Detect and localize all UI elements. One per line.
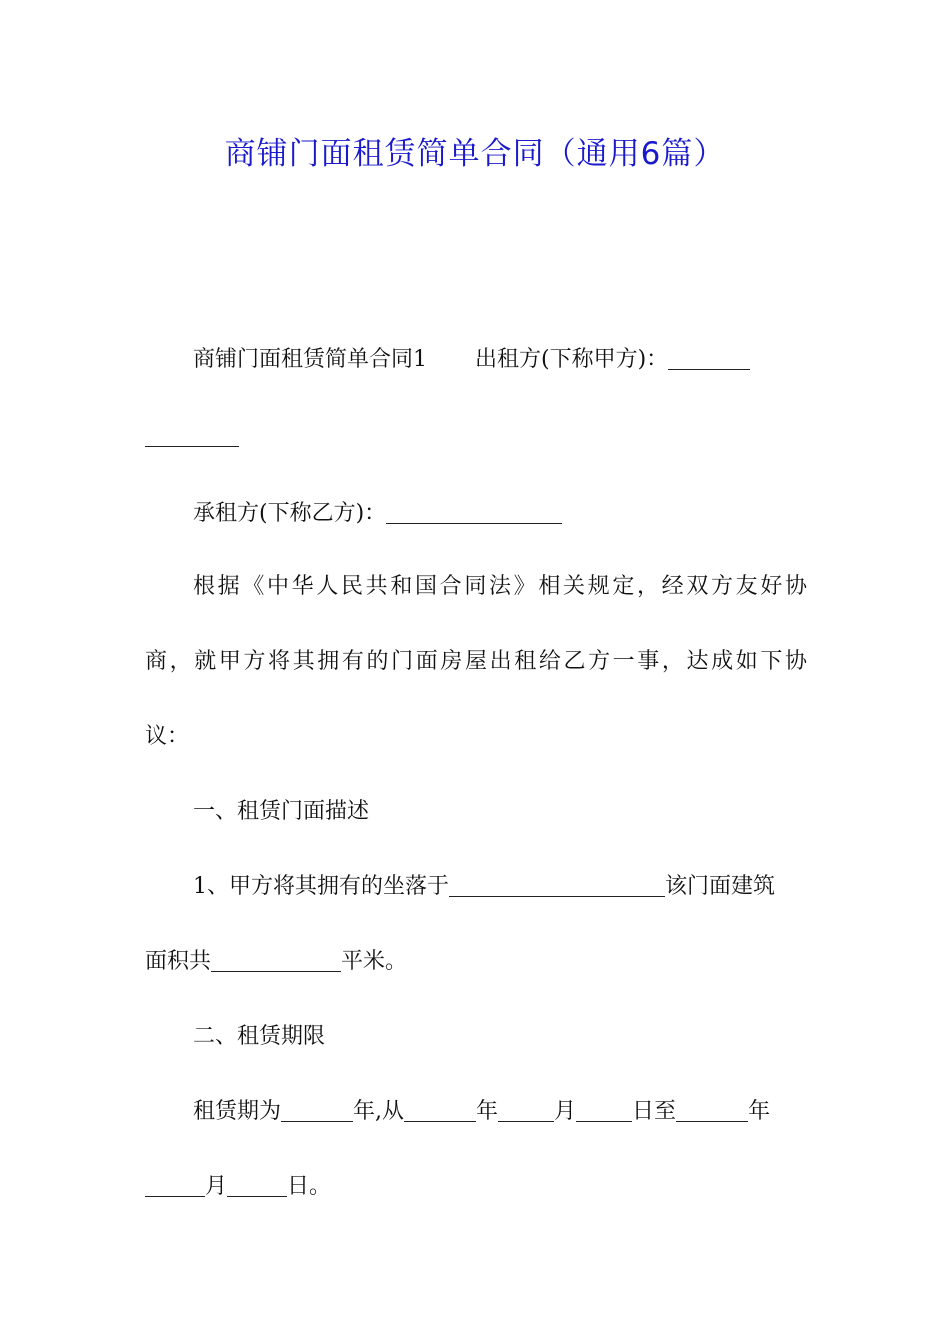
lessor-blank — [668, 335, 750, 370]
section1-area-line — [145, 937, 407, 987]
start-month-blank — [498, 1087, 554, 1122]
area-label: 面积共 — [145, 949, 212, 974]
area-unit: 平米。 — [341, 949, 408, 974]
start-month-label: 月 — [554, 1099, 577, 1124]
start-year-blank — [404, 1087, 476, 1122]
preamble-line-1: 根据《中华人民共和国合同法》相关规定，经双方友好协 — [193, 574, 807, 599]
end-month-blank — [145, 1162, 205, 1197]
preamble-line-3: 议： — [145, 724, 190, 749]
heading-line — [193, 335, 750, 385]
end-year-label: 年 — [748, 1099, 771, 1124]
term-line — [193, 1087, 770, 1137]
lessor-blank-continued-line — [145, 412, 239, 462]
end-day-blank — [227, 1162, 287, 1197]
item1-text-2: 该门面建筑 — [665, 874, 776, 899]
section1-item1-line — [193, 862, 775, 912]
end-year-blank — [676, 1087, 748, 1122]
lessee-label: 承租方(下称乙方)： — [193, 501, 387, 526]
end-month-label: 月 — [205, 1174, 228, 1199]
lessee-line — [193, 489, 562, 539]
start-day-blank — [576, 1087, 632, 1122]
end-day-label: 日。 — [287, 1174, 332, 1199]
document-title: 商铺门面租赁简单合同（通用6篇） — [224, 136, 726, 172]
location-blank — [449, 862, 665, 897]
lessor-blank-continued — [145, 412, 239, 447]
item1-text: 1、甲方将其拥有的坐落于 — [193, 874, 449, 899]
section2-heading: 二、租赁期限 — [193, 1024, 326, 1049]
start-year-label: 年 — [476, 1099, 499, 1124]
start-day-label: 日至 — [632, 1099, 677, 1124]
preamble-line-2: 商，就甲方将其拥有的门面房屋出租给乙方一事，达成如下协 — [145, 649, 807, 674]
contract-heading: 商铺门面租赁简单合同1 — [193, 347, 427, 372]
section1-heading: 一、租赁门面描述 — [193, 799, 370, 824]
term-years-blank — [281, 1087, 353, 1122]
lessor-label: 出租方(下称甲方)： — [475, 347, 669, 372]
term-year-from: 年,从 — [353, 1099, 405, 1124]
term-label: 租赁期为 — [193, 1099, 282, 1124]
term-end-line — [145, 1162, 331, 1212]
lessee-blank — [386, 489, 562, 524]
area-blank — [211, 937, 341, 972]
